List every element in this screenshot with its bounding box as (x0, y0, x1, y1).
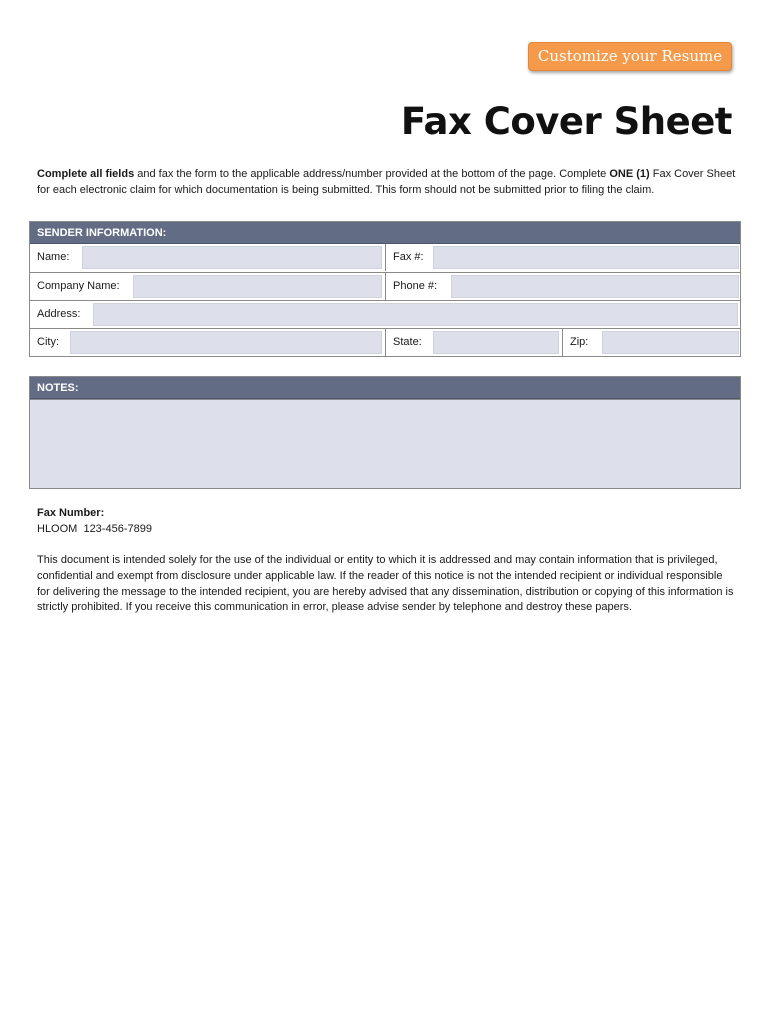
zip-label: Zip: (570, 336, 589, 348)
address-cell (30, 301, 742, 328)
page-title: Fax Cover Sheet (400, 100, 732, 143)
name-label: Name: (37, 251, 70, 263)
sender-row-company (30, 272, 740, 300)
customize-resume-button[interactable]: Customize your Resume (528, 42, 732, 71)
sender-row-city (30, 328, 740, 356)
city-label: City: (37, 336, 59, 348)
fax-label: Fax #: (393, 251, 424, 263)
state-label: State: (393, 336, 422, 348)
phone-cell (385, 273, 742, 300)
zip-field[interactable] (602, 331, 739, 354)
address-label: Address: (37, 308, 81, 320)
intro-text-1: and fax the form to the applicable address/number provided at the bottom of the page. Complete (134, 168, 610, 180)
zip-cell (562, 329, 742, 356)
city-field[interactable] (70, 331, 382, 354)
intro-text-2: Fax Cover Sheet for each electronic claim for which documentation is being submitted. This form should not be submitted prior to filing the claim. (37, 168, 736, 196)
intro-text (37, 166, 737, 198)
city-cell (30, 329, 385, 356)
company-name-field[interactable] (133, 275, 382, 298)
fax-cell (385, 244, 742, 271)
confidentiality-disclaimer: This document is intended solely for the use of the individual or entity to which it is addressed and may contain information that is privileged, confidential and exempt from disclosure under applicable law. If the reader of this notice is not the intended recipient or individual responsible for delivering the message to the intended recipient, you are hereby advised that any dissemination, distribution or copying of this information is strictly prohibited. If you receive this communication in error, please advise sender by telephone and destroy these papers. (37, 554, 734, 614)
name-field[interactable] (82, 246, 382, 269)
sender-information-section (29, 221, 741, 357)
intro-bold-one: ONE (1) (609, 168, 650, 180)
sender-row-name (30, 244, 740, 272)
intro-bold-complete: Complete all fields (37, 168, 135, 180)
fax-field[interactable] (433, 246, 739, 269)
phone-field[interactable] (451, 275, 739, 298)
notes-heading: NOTES: (30, 377, 740, 399)
sender-row-address (30, 300, 740, 328)
address-field[interactable] (93, 303, 738, 326)
notes-field[interactable] (30, 399, 740, 488)
phone-label: Phone #: (393, 280, 438, 292)
fax-number-block (37, 505, 152, 537)
company-cell (30, 273, 385, 300)
state-cell (385, 329, 562, 356)
name-cell (30, 244, 385, 271)
sender-information-heading: SENDER INFORMATION: (30, 222, 740, 244)
fax-number-value: HLOOM 123-456-7899 (37, 523, 152, 535)
state-field[interactable] (433, 331, 559, 354)
fax-number-heading: Fax Number: (37, 507, 105, 519)
notes-section (29, 376, 741, 489)
company-name-label: Company Name: (37, 280, 120, 292)
